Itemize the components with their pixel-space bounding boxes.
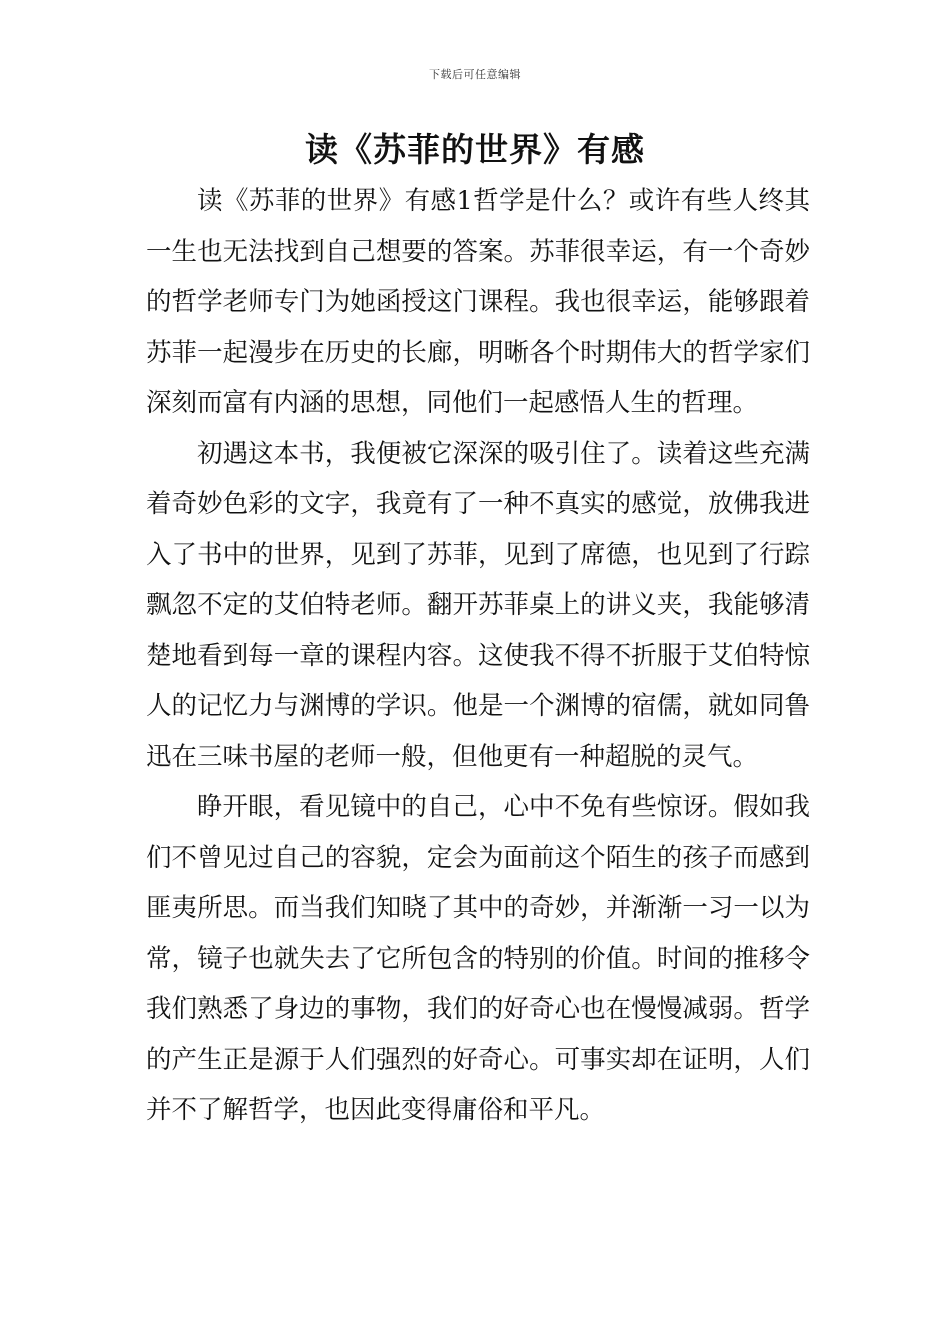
header-note: 下载后可任意编辑 [429, 68, 521, 81]
document-body [146, 176, 810, 1136]
paragraph-3: 睁开眼，看见镜中的自己，心中不免有些惊讶。假如我们不曾见过自己的容貌，定会为面前这个陌生的孩子而感到匪夷所思。而当我们知晓了其中的奇妙，并渐渐一习一以为常，镜子也就失去了它所包含的特别的价值。时间的推移令我们熟悉了身边的事物，我们的好奇心也在慢慢减弱。哲学的产生正是源于人们强烈的好奇心。可事实却在证明，人们并不了解哲学，也因此变得庸俗和平凡。 [146, 792, 810, 1125]
paragraph-1: 读《苏菲的世界》有感1哲学是什么？或许有些人终其一生也无法找到自己想要的答案。苏菲很幸运，有一个奇妙的哲学老师专门为她函授这门课程。我也很幸运，能够跟着苏菲一起漫步在历史的长廊，明晰各个时期伟大的哲学家们深刻而富有内涵的思想，同他们一起感悟人生的哲理。 [146, 186, 810, 418]
paragraph-2: 初遇这本书，我便被它深深的吸引住了。读着这些充满着奇妙色彩的文字，我竟有了一种不真实的感觉，放佛我进入了书中的世界，见到了苏菲，见到了席德，也见到了行踪飘忽不定的艾伯特老师。翻开苏菲桌上的讲义夹，我能够清楚地看到每一章的课程内容。这使我不得不折服于艾伯特惊人的记忆力与渊博的学识。他是一个渊博的宿儒，就如同鲁迅在三味书屋的老师一般，但他更有一种超脱的灵气。 [146, 438, 810, 772]
document-title: 读《苏菲的世界》有感 [305, 130, 645, 169]
